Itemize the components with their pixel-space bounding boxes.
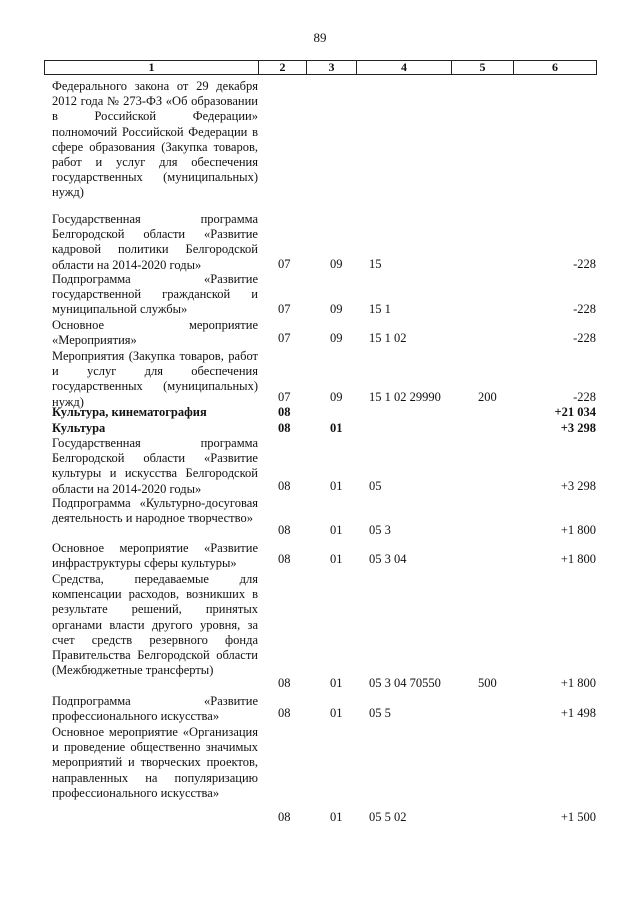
row-pr: 01 bbox=[330, 676, 343, 690]
row-csr: 15 bbox=[369, 257, 382, 271]
row-pr: 01 bbox=[330, 810, 343, 824]
header-col-2: 2 bbox=[259, 61, 307, 74]
row-vr: 200 bbox=[478, 390, 497, 404]
row-sum: +21 034 bbox=[554, 405, 596, 419]
row-sum: +1 800 bbox=[560, 523, 596, 537]
row-sum: -228 bbox=[573, 390, 596, 404]
header-col-5: 5 bbox=[452, 61, 514, 74]
row-rz: 08 bbox=[278, 405, 291, 419]
row-sum: +3 298 bbox=[560, 421, 596, 435]
row-rz: 07 bbox=[278, 331, 291, 345]
row-pr: 01 bbox=[330, 421, 343, 435]
row-rz: 08 bbox=[278, 479, 291, 493]
row-csr: 05 5 bbox=[369, 706, 391, 720]
row-rz: 07 bbox=[278, 302, 291, 316]
row-description: Федерального закона от 29 декабря 2012 года № 273-ФЗ «Об образовании в Российской Федерации» полномочий Российской Федерации в сфере образования (Закупка товаров, работ и услуг для обеспечения государственных (муниципальных) нужд) bbox=[52, 79, 258, 200]
row-rz: 08 bbox=[278, 523, 291, 537]
row-csr: 05 3 04 70550 bbox=[369, 676, 441, 690]
row-csr: 15 1 bbox=[369, 302, 391, 316]
row-description: Государственная программа Белгородской области «Развитие культуры и искусства Белгородской области на 2014-2020 годы» bbox=[52, 436, 258, 496]
row-csr: 15 1 02 29990 bbox=[369, 390, 441, 404]
row-description: Мероприятия (Закупка товаров, работ и услуг для обеспечения государственных (муниципальных) нужд) bbox=[52, 349, 258, 409]
row-sum: +1 800 bbox=[560, 552, 596, 566]
row-pr: 09 bbox=[330, 390, 343, 404]
row-sum: -228 bbox=[573, 331, 596, 345]
row-rz: 08 bbox=[278, 421, 291, 435]
header-col-4: 4 bbox=[357, 61, 452, 74]
row-sum: +1 498 bbox=[560, 706, 596, 720]
row-rz: 08 bbox=[278, 706, 291, 720]
row-rz: 08 bbox=[278, 810, 291, 824]
row-csr: 05 5 02 bbox=[369, 810, 407, 824]
table-header bbox=[44, 60, 597, 75]
row-csr: 05 3 04 bbox=[369, 552, 407, 566]
row-csr: 15 1 02 bbox=[369, 331, 407, 345]
row-pr: 01 bbox=[330, 479, 343, 493]
row-sum: +3 298 bbox=[560, 479, 596, 493]
row-rz: 07 bbox=[278, 390, 291, 404]
row-csr: 05 bbox=[369, 479, 382, 493]
header-col-3: 3 bbox=[307, 61, 357, 74]
row-description: Средства, передаваемые для компенсации расходов, возникших в результате решений, принятых органами власти другого уровня, за счет средств резервного фонда Правительства Белгородской области (Межбюджетные трансферты) bbox=[52, 572, 258, 678]
row-rz: 07 bbox=[278, 257, 291, 271]
row-description: Основное мероприятие «Мероприятия» bbox=[52, 318, 258, 348]
row-description: Подпрограмма «Развитие профессионального искусства» bbox=[52, 694, 258, 724]
row-csr: 05 3 bbox=[369, 523, 391, 537]
header-col-1: 1 bbox=[45, 61, 259, 74]
row-description: Основное мероприятие «Организация и проведение общественно значимых мероприятий и творческих проектов, направленных на популяризацию профессионального искусства» bbox=[52, 725, 258, 800]
row-sum: -228 bbox=[573, 257, 596, 271]
row-description: Подпрограмма «Культурно-досуговая деятельность и народное творчество» bbox=[52, 496, 258, 526]
row-rz: 08 bbox=[278, 552, 291, 566]
row-description: Государственная программа Белгородской области «Развитие кадровой политики Белгородской области на 2014-2020 годы» bbox=[52, 212, 258, 272]
row-rz: 08 bbox=[278, 676, 291, 690]
row-description: Основное мероприятие «Развитие инфраструктуры сферы культуры» bbox=[52, 541, 258, 571]
row-description: Культура, кинематография bbox=[52, 405, 207, 419]
header-col-6: 6 bbox=[552, 60, 558, 74]
row-pr: 01 bbox=[330, 552, 343, 566]
row-description: Культура bbox=[52, 421, 106, 435]
row-description: Подпрограмма «Развитие государственной гражданской и муниципальной службы» bbox=[52, 272, 258, 317]
row-sum: -228 bbox=[573, 302, 596, 316]
row-pr: 09 bbox=[330, 257, 343, 271]
row-pr: 09 bbox=[330, 331, 343, 345]
row-sum: +1 800 bbox=[560, 676, 596, 690]
row-sum: +1 500 bbox=[560, 810, 596, 824]
page-number: 89 bbox=[313, 30, 327, 45]
row-pr: 01 bbox=[330, 523, 343, 537]
row-pr: 09 bbox=[330, 302, 343, 316]
row-vr: 500 bbox=[478, 676, 497, 690]
row-pr: 01 bbox=[330, 706, 343, 720]
